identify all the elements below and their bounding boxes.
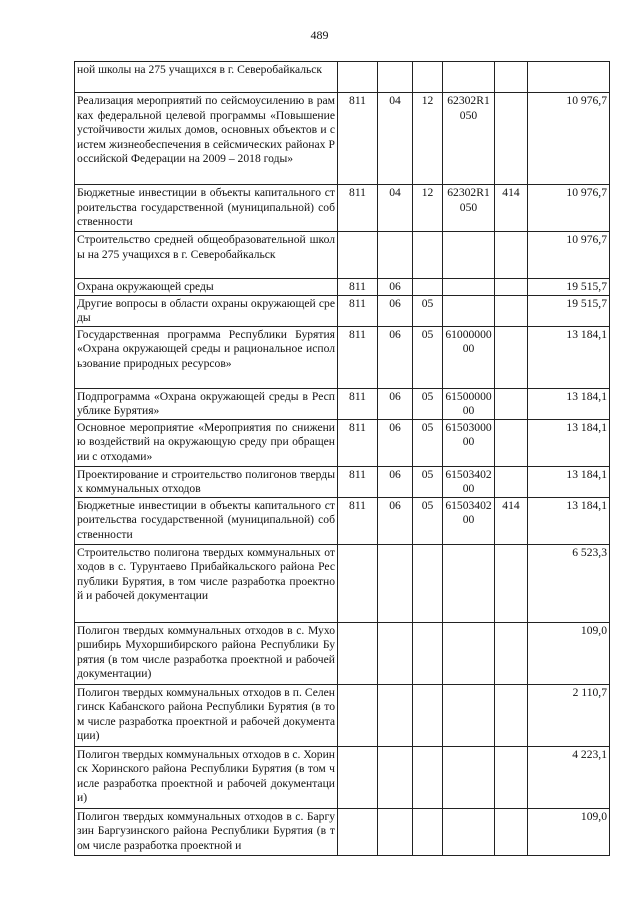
row-gr: 811	[338, 93, 378, 185]
row-gr	[338, 808, 378, 855]
row-pr	[413, 808, 443, 855]
row-name: Полигон твердых коммунальных отходов в с. Хоринск Хоринского района Республики Бурятия (в том числе разработка проектной и рабочей документации)	[75, 746, 338, 808]
row-pr	[413, 746, 443, 808]
row-cs	[443, 279, 495, 296]
row-name: Полигон твердых коммунальных отходов в с. Мухоршибирь Мухоршибирского района Республики Бурятия (в том числе разработка проектной и рабочей документации)	[75, 622, 338, 684]
row-gr	[338, 746, 378, 808]
row-cs: 6150340200	[443, 497, 495, 544]
table-row	[75, 808, 610, 855]
row-name: Основное мероприятие «Мероприятия по снижению воздействий на окружающую среду при обращении с отходами»	[75, 419, 338, 466]
row-cs: 6150340200	[443, 466, 495, 497]
table-row	[75, 185, 610, 232]
row-gr: 811	[338, 295, 378, 326]
row-name: Подпрограмма «Охрана окружающей среды в Республике Бурятия»	[75, 388, 338, 419]
row-cs	[443, 62, 495, 93]
row-vr	[495, 808, 528, 855]
row-name: Проектирование и строительство полигонов твердых коммунальных отходов	[75, 466, 338, 497]
budget-table-body	[75, 62, 610, 856]
row-name: Государственная программа Республики Бурятия «Охрана окружающей среды и рациональное использование природных ресурсов»	[75, 326, 338, 388]
row-sum: 13 184,1	[528, 388, 610, 419]
row-rz: 06	[378, 295, 413, 326]
row-cs: 6150000000	[443, 388, 495, 419]
row-rz: 06	[378, 497, 413, 544]
table-row	[75, 746, 610, 808]
row-name: Бюджетные инвестиции в объекты капитального строительства государственной (муниципальной) собственности	[75, 497, 338, 544]
row-rz: 06	[378, 279, 413, 296]
row-name: Реализация мероприятий по сейсмоусилению в рамках федеральной целевой программы «Повышение устойчивости жилых домов, основных объектов и систем жизнеобеспечения в сейсмических районах Российской Федерации на 2009 – 2018 годы»	[75, 93, 338, 185]
row-vr	[495, 622, 528, 684]
table-row	[75, 326, 610, 388]
row-sum: 10 976,7	[528, 232, 610, 279]
row-vr	[495, 544, 528, 622]
row-cs	[443, 746, 495, 808]
row-vr	[495, 295, 528, 326]
row-rz: 06	[378, 419, 413, 466]
row-cs	[443, 808, 495, 855]
row-rz	[378, 544, 413, 622]
row-gr: 811	[338, 326, 378, 388]
row-vr	[495, 62, 528, 93]
row-sum: 109,0	[528, 622, 610, 684]
row-cs: 62302R1050	[443, 185, 495, 232]
table-row	[75, 279, 610, 296]
row-vr	[495, 684, 528, 746]
table-row	[75, 544, 610, 622]
row-sum: 109,0	[528, 808, 610, 855]
row-pr: 05	[413, 466, 443, 497]
row-pr	[413, 232, 443, 279]
row-gr: 811	[338, 497, 378, 544]
row-sum: 13 184,1	[528, 419, 610, 466]
row-pr: 12	[413, 93, 443, 185]
row-name: Полигон твердых коммунальных отходов в п. Селенгинск Кабанского района Республики Бурятия (в том числе разработка проектной и рабочей документации)	[75, 684, 338, 746]
row-name: Строительство полигона твердых коммунальных отходов в с. Турунтаево Прибайкальского района Республики Бурятия, в том числе разработка проектной и рабочей документации	[75, 544, 338, 622]
row-gr	[338, 62, 378, 93]
row-pr: 05	[413, 419, 443, 466]
row-pr	[413, 279, 443, 296]
row-sum: 6 523,3	[528, 544, 610, 622]
row-name: Строительство средней общеобразовательной школы на 275 учащихся в г. Северобайкальск	[75, 232, 338, 279]
row-cs: 62302R1050	[443, 93, 495, 185]
row-pr: 05	[413, 388, 443, 419]
row-gr: 811	[338, 185, 378, 232]
row-vr	[495, 466, 528, 497]
row-sum	[528, 62, 610, 93]
row-rz: 06	[378, 326, 413, 388]
row-name: Полигон твердых коммунальных отходов в с. Баргузин Баргузинского района Республики Бурятия (в том числе разработка проектной и	[75, 808, 338, 855]
row-name: ной школы на 275 учащихся в г. Северобайкальск	[75, 62, 338, 93]
row-vr	[495, 326, 528, 388]
budget-table	[74, 61, 610, 856]
row-vr	[495, 279, 528, 296]
row-pr	[413, 684, 443, 746]
row-sum: 4 223,1	[528, 746, 610, 808]
row-cs	[443, 622, 495, 684]
row-cs	[443, 232, 495, 279]
row-rz: 06	[378, 388, 413, 419]
row-vr	[495, 746, 528, 808]
row-rz: 04	[378, 93, 413, 185]
row-gr	[338, 684, 378, 746]
row-gr	[338, 622, 378, 684]
row-pr	[413, 62, 443, 93]
row-pr	[413, 544, 443, 622]
row-pr: 05	[413, 497, 443, 544]
row-cs	[443, 684, 495, 746]
row-gr: 811	[338, 279, 378, 296]
row-rz	[378, 622, 413, 684]
row-rz	[378, 62, 413, 93]
row-vr: 414	[495, 497, 528, 544]
row-sum: 13 184,1	[528, 497, 610, 544]
row-vr: 414	[495, 185, 528, 232]
row-pr: 05	[413, 326, 443, 388]
row-rz	[378, 684, 413, 746]
table-row	[75, 62, 610, 93]
row-sum: 10 976,7	[528, 185, 610, 232]
table-row	[75, 295, 610, 326]
table-row	[75, 388, 610, 419]
row-vr	[495, 419, 528, 466]
row-rz: 04	[378, 185, 413, 232]
row-rz	[378, 232, 413, 279]
table-row	[75, 622, 610, 684]
row-cs	[443, 544, 495, 622]
row-sum: 13 184,1	[528, 326, 610, 388]
row-vr	[495, 93, 528, 185]
row-vr	[495, 232, 528, 279]
table-row	[75, 419, 610, 466]
row-pr: 05	[413, 295, 443, 326]
row-name: Другие вопросы в области охраны окружающей среды	[75, 295, 338, 326]
row-rz	[378, 808, 413, 855]
row-vr	[495, 388, 528, 419]
table-row	[75, 232, 610, 279]
table-row	[75, 684, 610, 746]
row-cs: 6150300000	[443, 419, 495, 466]
row-rz: 06	[378, 466, 413, 497]
row-gr: 811	[338, 388, 378, 419]
row-gr: 811	[338, 466, 378, 497]
row-name: Бюджетные инвестиции в объекты капитального строительства государственной (муниципальной) собственности	[75, 185, 338, 232]
table-row	[75, 466, 610, 497]
page-number: 489	[310, 28, 329, 42]
row-sum: 13 184,1	[528, 466, 610, 497]
row-cs: 6100000000	[443, 326, 495, 388]
row-rz	[378, 746, 413, 808]
table-row	[75, 93, 610, 185]
row-pr	[413, 622, 443, 684]
row-gr	[338, 544, 378, 622]
row-cs	[443, 295, 495, 326]
row-sum: 19 515,7	[528, 295, 610, 326]
row-sum: 2 110,7	[528, 684, 610, 746]
row-pr: 12	[413, 185, 443, 232]
row-gr	[338, 232, 378, 279]
row-name: Охрана окружающей среды	[75, 279, 338, 296]
table-row	[75, 497, 610, 544]
row-sum: 10 976,7	[528, 93, 610, 185]
row-sum: 19 515,7	[528, 279, 610, 296]
row-gr: 811	[338, 419, 378, 466]
